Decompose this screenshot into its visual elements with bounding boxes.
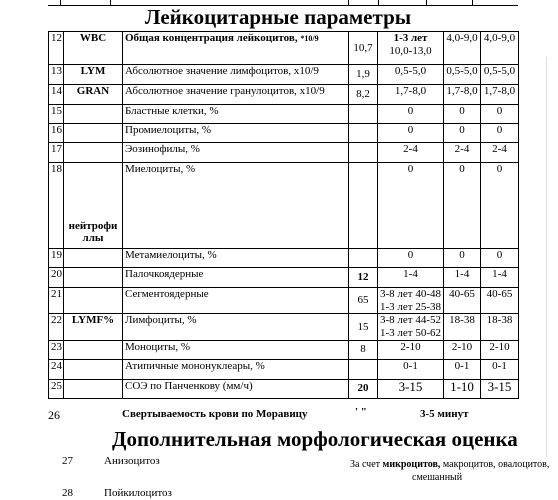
row-number: 15 [49, 105, 64, 124]
param-result: 8 [349, 340, 378, 359]
param-code [64, 288, 123, 314]
param-norm-alt: 0-1 [444, 359, 481, 379]
table-row [49, 105, 519, 124]
param-result [349, 143, 378, 163]
param-result: 10,7 [349, 32, 378, 65]
param-norm-alt: 4,0-9,0 [481, 32, 519, 65]
param-norm: 0 [378, 124, 444, 143]
param-norm-alt: 1-10 [444, 379, 481, 398]
param-norm: 1,7-8,0 [378, 85, 444, 105]
param-norm: 0 [378, 163, 444, 249]
param-name: Бластные клетки, % [123, 105, 349, 124]
row-number: 23 [49, 340, 64, 359]
param-norm-alt: 40-65 [444, 288, 481, 314]
param-code: WBC [64, 32, 123, 65]
param-result: 8,2 [349, 85, 378, 105]
param-norm-alt: 0 [481, 105, 519, 124]
param-code: LYMF% [64, 314, 123, 340]
table-row [49, 359, 519, 379]
row-number: 28 [62, 487, 73, 499]
param-name: Лимфоциты, % [123, 314, 349, 340]
param-name: Сегментоядерные [123, 288, 349, 314]
param-code [64, 379, 123, 398]
param-code: GRAN [64, 85, 123, 105]
param-norm-alt: 3-15 [481, 379, 519, 398]
row-number: 22 [49, 314, 64, 340]
table-row [49, 379, 519, 398]
param-name: СОЭ по Панченкову (мм/ч) [123, 379, 349, 398]
param-result: 20 [349, 379, 378, 398]
param-result [349, 359, 378, 379]
param-norm-alt: 2-10 [481, 340, 519, 359]
table-row [49, 143, 519, 163]
param-norm: 2-4 [378, 143, 444, 163]
row-number: 19 [49, 249, 64, 268]
param-norm-alt: 2-10 [444, 340, 481, 359]
table-row [49, 340, 519, 359]
anisocytosis-note: За счет микроцитов, макроцитов, овалоцитов, [350, 459, 550, 470]
row-number: 13 [49, 65, 64, 85]
param-code [64, 359, 123, 379]
param-name: Моноциты, % [123, 340, 349, 359]
param-norm-alt: 0-1 [481, 359, 519, 379]
clotting-norm: 3-5 минут [420, 408, 469, 420]
param-norm: 2-10 [378, 340, 444, 359]
param-name: Абсолютное значение лимфоцитов, x10/9 [123, 65, 349, 85]
param-norm-alt: 2-4 [444, 143, 481, 163]
param-norm-alt: 0 [444, 124, 481, 143]
param-norm: 1-4 [378, 268, 444, 288]
param-result [349, 163, 378, 249]
param-name: Миелоциты, % [123, 163, 349, 249]
param-result: 15 [349, 314, 378, 340]
anisocytosis-label: Анизоцитоз [104, 455, 160, 467]
param-norm-alt: 0 [481, 163, 519, 249]
row-number: 14 [49, 85, 64, 105]
param-norm-alt: 0,5-5,0 [481, 65, 519, 85]
param-code: LYM [64, 65, 123, 85]
table-row [49, 314, 519, 340]
table-row [49, 163, 519, 249]
param-norm: 3-15 [378, 379, 444, 398]
param-name: Промиелоциты, % [123, 124, 349, 143]
clotting-result: ' " [355, 406, 367, 418]
row-number: 27 [62, 455, 73, 467]
table-row [49, 268, 519, 288]
section-title: Лейкоцитарные параметры [144, 5, 412, 29]
param-norm-alt: 1,7-8,0 [444, 85, 481, 105]
param-norm: 3-8 лет 44-52 1-3 лет 50-62 [378, 314, 444, 340]
param-code [64, 143, 123, 163]
anisocytosis-note-line2: смешанный [412, 472, 463, 483]
param-code [64, 249, 123, 268]
leukocyte-table [48, 31, 519, 399]
param-norm: 1-3 лет 10,0-13,0 [378, 32, 444, 65]
param-norm: 3-8 лет 40-48 1-3 лет 25-38 [378, 288, 444, 314]
scrollbar[interactable] [546, 57, 555, 457]
param-norm-alt: 0 [481, 124, 519, 143]
param-result [349, 249, 378, 268]
row-number: 17 [49, 143, 64, 163]
table-row [49, 85, 519, 105]
param-name: Метамиелоциты, % [123, 249, 349, 268]
param-code [64, 105, 123, 124]
table-row [49, 124, 519, 143]
param-norm-alt: 2-4 [481, 143, 519, 163]
row-number: 26 [48, 408, 60, 422]
param-norm-alt: 0 [481, 249, 519, 268]
table-row [49, 249, 519, 268]
param-norm-alt: 0,5-5,0 [444, 65, 481, 85]
param-norm: 0,5-5,0 [378, 65, 444, 85]
param-norm: 0-1 [378, 359, 444, 379]
row-number: 21 [49, 288, 64, 314]
param-norm-alt: 40-65 [481, 288, 519, 314]
row-number: 12 [49, 32, 64, 65]
param-result [349, 124, 378, 143]
param-result [349, 105, 378, 124]
param-norm-alt: 4,0-9,0 [444, 32, 481, 65]
param-norm: 0 [378, 249, 444, 268]
table-row [49, 65, 519, 85]
param-norm-alt: 18-38 [444, 314, 481, 340]
param-name: Палочкоядерные [123, 268, 349, 288]
param-norm: 0 [378, 105, 444, 124]
param-name: Атипичные мононуклеары, % [123, 359, 349, 379]
param-code [64, 340, 123, 359]
section-title-morphology: Дополнительная морфологическая оценка [112, 427, 518, 451]
poikilocytosis-label: Пойкилоцитоз [104, 487, 172, 499]
row-number: 16 [49, 124, 64, 143]
row-number: 25 [49, 379, 64, 398]
param-norm-alt: 1,7-8,0 [481, 85, 519, 105]
table-row [49, 32, 519, 65]
row-number: 18 [49, 163, 64, 249]
param-code [64, 268, 123, 288]
param-result: 1,9 [349, 65, 378, 85]
param-norm-alt: 18-38 [481, 314, 519, 340]
param-name: Абсолютное значение гранулоцитов, x10/9 [123, 85, 349, 105]
param-result: 65 [349, 288, 378, 314]
clotting-name: Свертываемость крови по Моравицу [122, 408, 308, 420]
param-norm-alt: 0 [444, 249, 481, 268]
param-norm-alt: 1-4 [481, 268, 519, 288]
param-code [64, 124, 123, 143]
param-result: 12 [349, 268, 378, 288]
row-number: 24 [49, 359, 64, 379]
param-norm-alt: 0 [444, 105, 481, 124]
param-code: нейтрофи ллы [64, 163, 123, 249]
param-name: Общая концентрация лейкоцитов, *10/9 [123, 32, 349, 65]
param-norm-alt: 0 [444, 163, 481, 249]
table-row [49, 288, 519, 314]
param-norm-alt: 1-4 [444, 268, 481, 288]
row-number: 20 [49, 268, 64, 288]
param-name: Эозинофилы, % [123, 143, 349, 163]
